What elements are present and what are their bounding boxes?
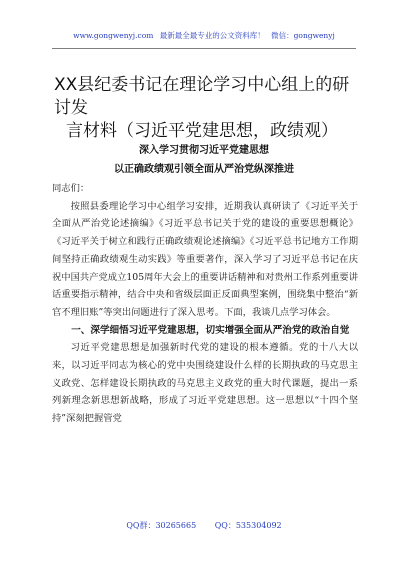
paragraph-1: 按照县委理论学习中心组学习安排，近期我认真研读了《习近平关于全面从严治党论述摘编》《习近平总书记关于党的建设的重要思想概论》《习近平关于树立和践行正确政绩观论述摘编》《习近平总书记地方工作期间坚持正确政绩观生动实践》等重要著作，深入学习了习近平总书记在庆祝中国共产党成立105周年大会上的重要讲话精神和对贵州工作系列重要讲话重要指示精神，结合中央和省级层面正反面典型案例，围绕集中整治“新官不理旧账”等突出问题进行了深入思考。下面，我谈几点学习体会。 — [52, 200, 358, 318]
site-url[interactable]: www.gongwenyj.com — [73, 31, 154, 40]
header-divider — [52, 48, 356, 49]
paragraph-2: 习近平党建思想是加强新时代党的建设的根本遵循。党的十八大以来，以习近平同志为核心的党中央围绕建设什么样的长期执政的马克思主义政党、怎样建设长期执政的马克思主义政党的重大时代课题，提出一系列新理念新思想新战略，形成了习近平党建思想。这一思想以“十四个坚持”深刻把握管党 — [52, 342, 358, 425]
title-line-2: 言材料（习近平党建思想，政绩观） — [66, 121, 338, 141]
section-heading-1: 一、深学细悟习近平党建思想，切实增强全面从严治党的政治自觉 — [71, 324, 350, 336]
site-slogan: 最新最全最专业的公文资料库！ — [159, 31, 265, 40]
wechat-id: 微信：gongwenyj — [271, 31, 335, 40]
salutation: 同志们： — [52, 183, 90, 194]
subtitle-2: 以正确政绩观引领全面从严治党纵深推进 — [114, 164, 294, 175]
site-footer — [0, 520, 408, 531]
subtitle-1: 深入学习贯彻习近平党建思想 — [139, 145, 269, 156]
document-title — [54, 74, 354, 143]
qq-group: QQ群：30265665 — [126, 521, 197, 530]
document-body — [52, 180, 358, 428]
site-header — [0, 30, 408, 41]
qq-contact: QQ：535304092 — [214, 521, 282, 530]
title-line-1: XX县纪委书记在理论学习中心组上的研讨发 — [54, 75, 350, 118]
